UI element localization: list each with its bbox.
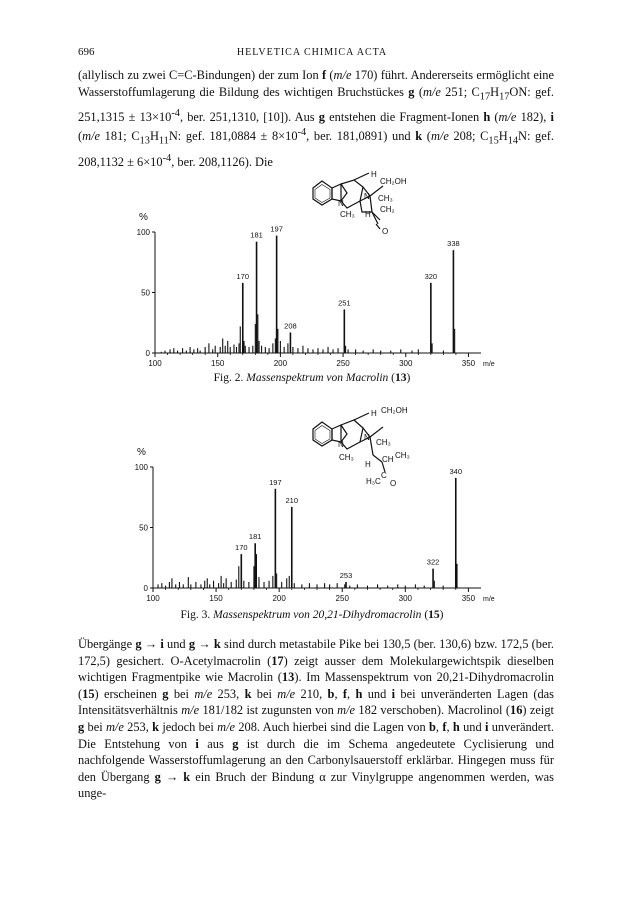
paragraph-1: (allylisch zu zwei C=C-Bindungen) der zum Ion f (m/e 170) führt. Andererseits ermöglicht eine Wasserstoffumlagerung die Bildung des wichtigen Bruchstückes g (m/e 251; $C_{17}H_{17}ON$: gef. $251,1315 \pm 13\times 10^{-4}$, ber. 251,1310, [10]). Aus g entstehen die Fragment-Ionen h (m/e 182), i (m/e 181; $C_{13}H_{11}N$: gef. $181,0884 \pm 8\times 10^{-4}$, ber. 181,0891) und k (m/e 208; $C_{15}H_{14}N$: gef. $208,1132 \pm 6\times 10^{-4}$, ber. 208,1126). Die — [78, 68, 554, 169]
peak-label: 170 — [236, 271, 250, 281]
peak-label: 208 — [284, 321, 297, 331]
structure-label: CH₃ — [339, 453, 354, 462]
structure-label: H — [371, 409, 377, 418]
peak-label: 253 — [339, 570, 353, 580]
y-tick-label: 100 — [136, 228, 150, 237]
y-tick-label: 100 — [134, 463, 148, 472]
structure-label: N — [364, 192, 370, 201]
structure-label: H — [365, 210, 371, 219]
x-tick-label: 300 — [399, 359, 413, 368]
peak-label: 181 — [250, 230, 263, 240]
structure-label: H₃C — [366, 477, 381, 486]
structure-label: CH₂OH — [381, 406, 408, 415]
structure-label: CH₂ — [380, 205, 395, 214]
x-tick-label: 350 — [461, 594, 476, 603]
peak-label: 181 — [248, 532, 262, 542]
paragraph-2: Übergänge g → i und g → k sind durch metastabile Pike bei 130,5 (ber. 130,6) bzw. 172,5 (ber. 172,5) gesichert. O-Acetylmacrolin (17) zeigt ausser dem Molekulargewichtspik dieselben wichtigen Fragmentpike wie Macrolin (13). Im Massenspektrum von 20,21-Dihydromacrolin (15) erscheinen g bei m/e 253, k bei m/e 210, b, f, h und i bei unveränderten Lagen (das Intensitätsverhältnis m/e 181/182 ist zugunsten von m/e 182 verschoben). Macrolinol (16) zeigt g bei m/e 253, k jedoch bei m/e 208. Auch hierbei sind die Lagen von b, f, h und i unverändert. Die Entstehung von i aus g ist durch die im Schema angedeutete Cyclisierung und nachfolgende Wasserstoffumlagerung an den Carbonylsauerstoff erklärbar. Hingegen muss für den Übergang g → k ein Bruch der Bindung α zur Vinylgruppe angenommen werden, was unge- — [78, 637, 555, 801]
fig3-structure — [313, 413, 385, 472]
figure-3-caption: Fig. 3. Massenspektrum von 20,21-Dihydromacrolin (15) — [180, 609, 444, 621]
structure-label: CH₂OH — [380, 177, 407, 186]
peak-label: 197 — [269, 477, 282, 487]
fig2-structure-labels — [338, 170, 407, 236]
structure-label: O — [382, 227, 389, 236]
y-tick-label: 50 — [139, 523, 148, 533]
peak-label: 210 — [285, 495, 299, 505]
structure-label: H — [365, 460, 371, 469]
fig2-structure — [313, 173, 383, 229]
peak-label: 320 — [424, 271, 438, 281]
x-tick-label: 300 — [398, 594, 412, 603]
running-head: HELVETICA CHIMICA ACTA — [236, 47, 388, 58]
structure-label: CH₃ — [376, 438, 391, 447]
peak-label: 340 — [449, 466, 463, 476]
x-tick-label: 150 — [211, 359, 225, 368]
peak-label: 197 — [270, 224, 283, 234]
structure-label: H — [371, 170, 377, 179]
y-axis-label: % — [137, 447, 146, 458]
structure-label: CH₃ — [340, 210, 355, 219]
x-tick-label: 250 — [335, 594, 349, 603]
chart-fig2 — [137, 212, 495, 368]
figure-2-caption: Fig. 2. Massenspektrum von Macrolin (13) — [213, 372, 411, 384]
peak-label: 338 — [447, 239, 460, 249]
peak-label: 322 — [426, 557, 440, 567]
structure-label: C — [381, 471, 387, 480]
x-axis-label: m/e — [483, 361, 495, 368]
peak-label: 251 — [338, 298, 351, 308]
x-tick-label: 150 — [209, 594, 223, 603]
x-tick-label: 100 — [146, 594, 160, 603]
x-axis-label: m/e — [483, 596, 495, 603]
structure-label: O — [390, 479, 397, 488]
structure-label: CH — [382, 455, 394, 464]
structure-label: CH₃ — [378, 194, 393, 203]
x-tick-label: 250 — [336, 359, 350, 368]
peak-label: 170 — [235, 543, 248, 553]
structure-label: N — [338, 440, 344, 449]
structure-label: N — [338, 199, 344, 208]
chart-fig3 — [135, 447, 495, 603]
x-tick-label: 200 — [273, 359, 288, 368]
page-number: 696 — [78, 46, 95, 58]
fig3-structure-labels — [338, 406, 410, 488]
y-tick-label: 0 — [143, 584, 148, 593]
y-axis-label: % — [139, 212, 148, 223]
x-tick-label: 200 — [272, 594, 286, 603]
structure-label: N — [364, 433, 370, 442]
y-tick-label: 0 — [145, 349, 150, 358]
y-tick-label: 50 — [141, 288, 150, 298]
x-tick-label: 350 — [461, 359, 476, 368]
x-tick-label: 100 — [148, 359, 162, 368]
structure-label: CH₃ — [395, 451, 410, 460]
